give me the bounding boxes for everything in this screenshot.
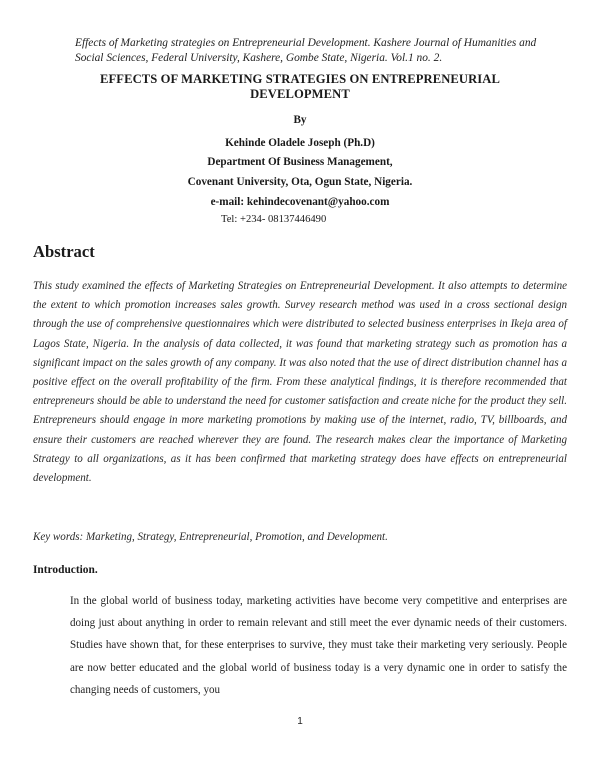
author-name: Kehinde Oladele Joseph (Ph.D) <box>225 137 375 149</box>
introduction-body: In the global world of business today, marketing activities have become very competitive and enterprises are doing just about anything in order to remain relevant and still meet the ever dynamic needs of their customers. Studies have shown that, for these enterprises to survive, they must take their marketing very seriously. People are now better educated and the global world of business today is a very dynamic one in order to satisfy the changing needs of customers, you <box>70 595 567 696</box>
author-email: e-mail: kehindecovenant@yahoo.com <box>210 196 390 208</box>
running-header: Effects of Marketing strategies on Entrepreneurial Development. Kashere Journal of Humanities and Social Sciences, Federal University, Kashere, Gombe State, Nigeria. Vol.1 no. 2. <box>75 37 537 64</box>
paper-title <box>60 72 540 102</box>
by-line: By <box>293 114 307 126</box>
keywords: Key words: Marketing, Strategy, Entrepreneurial, Promotion, and Development. <box>33 531 388 543</box>
abstract-heading: Abstract <box>33 242 95 261</box>
author-telephone: Tel: +234- 08137446490 <box>221 214 327 225</box>
author-department: Department Of Business Management, <box>207 156 393 168</box>
page-number: 1 <box>297 716 303 727</box>
introduction-heading: Introduction. <box>33 564 98 576</box>
abstract-body: This study examined the effects of Marketing Strategies on Entrepreneurial Development. It also attempts to determine the extent to which promotion increases sales growth. Survey research method was used in a cross sectional design through the use of comprehensive questionnaires which were distributed to selected business enterprises in Ikeja area of Lagos State, Nigeria. In the analysis of data collected, it was found that marketing strategy such as promotion has a significant impact on the sales growth of any company. It was also noted that the use of direct distribution channel has a positive effect on the overall profitability of the firm. From these analytical findings, it is therefore recommended that entrepreneurs should be able to understand the need for customer satisfaction and create niche for the product they sell. Entrepreneurs should engage in more marketing promotions by making use of the internet, radio, TV, billboards, and ensure their customers are reached wherever they are found. The research makes clear the importance of Marketing Strategy to all organizations, as it has been confirmed that marketing strategy does have effects on entrepreneurial development. <box>33 280 567 485</box>
paper-title-line-1: EFFECTS OF MARKETING STRATEGIES ON ENTREPRENEURIAL <box>99 72 501 86</box>
paper-title-line-2: DEVELOPMENT <box>250 87 350 101</box>
author-university: Covenant University, Ota, Ogun State, Nigeria. <box>187 176 413 188</box>
